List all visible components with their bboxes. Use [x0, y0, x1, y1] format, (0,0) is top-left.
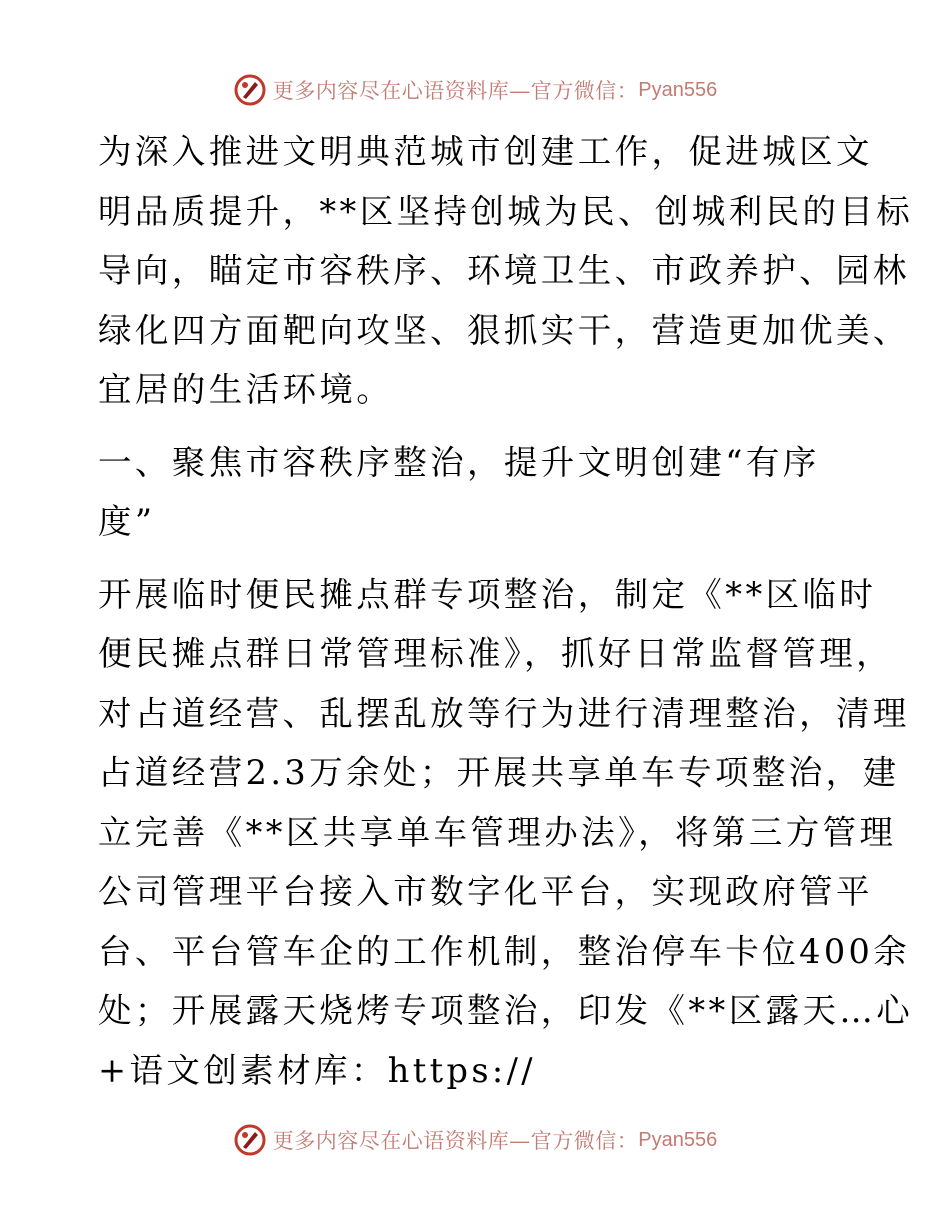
brand-logo-icon — [233, 1123, 267, 1157]
watermark-text: 更多内容尽在心语资料库—官方微信： — [272, 79, 639, 103]
watermark-wechat-id: Pyan556 — [638, 78, 718, 101]
watermark-text: 更多内容尽在心语资料库—官方微信： — [272, 1129, 639, 1153]
text-line: 公司管理平台接入市数字化平台，实现政府管平 — [98, 872, 873, 911]
paragraph-body — [98, 565, 914, 1101]
text-line: 导向，瞄定市容秩序、环境卫生、市政养护、园林 — [98, 251, 910, 290]
paragraph-intro — [98, 122, 914, 420]
text-line: 明品质提升，**区坚持创城为民、创城利民的目标 — [98, 191, 914, 231]
document-body — [98, 122, 914, 1100]
header-watermark — [0, 70, 950, 110]
text-line: 处；开展露天烧烤专项整治，印发《**区露天…心 — [98, 991, 914, 1030]
text-line: 度” — [98, 502, 156, 541]
footer-watermark — [0, 1120, 950, 1160]
brand-logo-icon — [233, 73, 267, 107]
text-line: 开展临时便民摊点群专项整治，制定《**区临时 — [98, 574, 877, 614]
text-line: +语文创素材库：https:// — [98, 1050, 536, 1090]
text-line: 便民摊点群日常管理标准》，抓好日常监督管理， — [98, 634, 894, 673]
watermark-wechat-id: Pyan556 — [638, 1128, 718, 1151]
text-line: 一、聚焦市容秩序整治，提升文明创建“有序 — [98, 442, 820, 482]
section-heading — [98, 433, 858, 552]
text-line: 立完善《**区共享单车管理办法》，将第三方管理 — [98, 812, 897, 852]
text-line: 绿化四方面靶向攻坚、狠抓实干，营造更加优美、 — [98, 310, 910, 350]
text-line: 对占道经营、乱摆乱放等行为进行清理整治，清理 — [98, 693, 910, 733]
text-line: 台、平台管车企的工作机制，整治停车卡位400余 — [98, 931, 911, 971]
text-line: 宜居的生活环境。 — [98, 370, 394, 409]
text-line: 占道经营2.3万余处；开展共享单车专项整治，建 — [98, 753, 900, 792]
text-line: 为深入推进文明典范城市创建工作，促进城区文 — [98, 132, 873, 171]
